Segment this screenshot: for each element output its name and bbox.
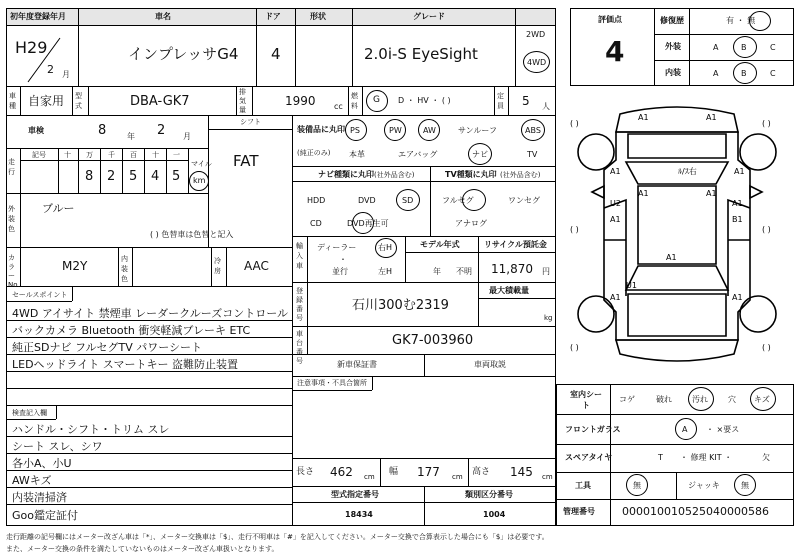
- model-year-label: モデル年式: [420, 240, 460, 249]
- dmg-pillar-right: A1: [706, 189, 717, 198]
- date-slash: [22, 30, 62, 85]
- equip-tv: TV: [527, 150, 538, 159]
- jack-none: 無: [741, 481, 749, 490]
- navi-sd: SD: [402, 196, 414, 205]
- unit-ju: 十: [64, 151, 71, 159]
- drive-4wd: 4WD: [527, 58, 547, 67]
- inspector-line-3: 各小A、小U: [12, 457, 72, 470]
- inspector-line-2: シート スレ、シワ: [12, 440, 103, 453]
- digit-5: 5: [172, 169, 181, 184]
- recycle-label: リサイクル預託金: [484, 240, 547, 249]
- notes-title: 注意事項・不具合箇所: [297, 379, 367, 387]
- max-load-label: 最大積載量: [489, 286, 529, 295]
- tools-label: 工具: [575, 481, 591, 490]
- unit-ju2: 十: [152, 151, 159, 159]
- inspection-month-unit: 月: [183, 132, 191, 141]
- equipment-label: 装備品に丸印: [297, 125, 345, 134]
- type-no-value: 18434: [345, 510, 373, 519]
- int-grade-c: C: [770, 69, 776, 78]
- height-value: 145: [510, 465, 533, 479]
- length-value: 462: [330, 465, 353, 479]
- ext-color-value: ブルー: [42, 202, 75, 215]
- dmg-door-left: U2: [610, 199, 621, 208]
- ext-grade-c: C: [770, 43, 776, 52]
- color-no-value: M2Y: [62, 259, 88, 273]
- unit-ichi: 一: [173, 151, 180, 159]
- ac-label: 冷房: [214, 257, 221, 275]
- km-unit: km: [193, 176, 206, 185]
- mileage-label: 走行: [8, 158, 15, 176]
- height-label: 高さ: [472, 467, 491, 477]
- car-diagram: [566, 100, 796, 368]
- model-label: 型式: [75, 92, 82, 110]
- category-value: 自家用: [28, 94, 65, 108]
- class-no-label: 類別区分番号: [465, 490, 513, 499]
- dmg-roof: A1: [666, 253, 677, 262]
- length-label: 長さ: [296, 467, 315, 477]
- doc-manual: 車両取説: [474, 360, 506, 369]
- reg-value: 石川300む2319: [352, 298, 449, 313]
- footer-line-2: また、メーター交換の条件を満たしていないものはメーター改ざん車扱いとなります。: [6, 545, 279, 553]
- displacement-value: 1990: [285, 94, 316, 108]
- shift-value: FAT: [233, 152, 259, 170]
- inspection-year-unit: 年: [127, 132, 135, 141]
- displacement-label: 排気量: [239, 88, 246, 114]
- dmg-rear-left: U1: [626, 281, 637, 290]
- score-value: 4: [605, 35, 625, 68]
- repair-options: 有 ・ 無: [726, 16, 756, 25]
- equip-aw: AW: [423, 126, 436, 135]
- equip-ps: PS: [350, 126, 360, 135]
- import-parallel: 並行: [332, 267, 348, 276]
- model-year-unknown: 不明: [456, 267, 472, 276]
- tv-analog: アナログ: [455, 219, 487, 228]
- chassis-label: 車台番号: [296, 330, 303, 365]
- equip-airbag: エアバッグ: [398, 150, 438, 159]
- inspection-label: 車検: [28, 126, 44, 135]
- spare-repair: ・ 修理 KIT ・: [680, 453, 733, 462]
- dmg-door-left-2: A1: [610, 215, 621, 224]
- mileage-kigo: 記号: [32, 151, 46, 159]
- grade-value: 2.0i-S EyeSight: [364, 45, 478, 63]
- equip-sunroof: サンルーフ: [458, 126, 497, 135]
- seat-burn: コゲ: [619, 395, 635, 404]
- windshield-label: フロントガラス: [565, 425, 621, 434]
- dmg-quarter-left: A1: [610, 293, 621, 302]
- doors-value: 4: [271, 45, 281, 63]
- equip-navi: ナビ: [472, 150, 488, 159]
- ext-grade-a: A: [713, 43, 719, 52]
- fuel-options: D ・ HV ・ ( ): [398, 96, 451, 105]
- dmg-fender-right: A1: [734, 167, 745, 176]
- fuel-label: 燃料: [351, 92, 358, 110]
- car-name-header: 車名: [155, 12, 171, 21]
- tools-none: 無: [633, 481, 641, 490]
- unit-sen: 千: [108, 151, 115, 159]
- paren-rear-right: ( ): [762, 343, 771, 352]
- equip-abs: ABS: [525, 126, 541, 135]
- score-title: 評価点: [598, 15, 622, 24]
- import-dot: ・: [339, 255, 347, 264]
- int-grade-a: A: [713, 69, 719, 78]
- sales-title: セールスポイント: [12, 291, 68, 299]
- paren-front-right: ( ): [762, 119, 771, 128]
- spare-none: 欠: [762, 453, 770, 462]
- shape-header: 形状: [310, 12, 326, 21]
- ac-value: AAC: [244, 259, 269, 273]
- sales-line-3: 純正SDナビ フルセグTV パワーシート: [12, 341, 203, 354]
- inspector-title: 検査記入欄: [12, 409, 47, 417]
- repair-history-label: 修復歴: [660, 16, 684, 25]
- width-label: 幅: [389, 467, 399, 477]
- capacity-unit: 人: [542, 102, 550, 111]
- navi-dvd: DVD: [358, 196, 376, 205]
- interior-color-label: 内装色: [121, 255, 128, 283]
- equip-leather: 本革: [349, 150, 365, 159]
- color-no-label: カラーNo.: [8, 254, 20, 289]
- width-unit: cm: [452, 473, 463, 481]
- reg-label: 登録番号: [296, 287, 303, 322]
- doc-warranty: 新車保証書: [337, 360, 377, 369]
- inspector-line-1: ハンドル・シフト・トリム スレ: [12, 423, 170, 436]
- reg-month: 2: [47, 63, 54, 76]
- sales-line-1: 4WD アイサイト 禁煙車 レーダークルーズコントロール: [12, 307, 288, 320]
- chassis-value: GK7-003960: [392, 333, 474, 348]
- drive-2wd: 2WD: [526, 30, 546, 39]
- paren-front-left: ( ): [570, 119, 579, 128]
- unit-man: 万: [86, 151, 93, 159]
- header-shade: [7, 9, 555, 25]
- digit-1: 8: [85, 169, 94, 184]
- sales-line-4: LEDヘッドライト スマートキー 盗難防止装置: [12, 358, 238, 371]
- dmg-roof-side: ﾙ/ｽ右: [678, 167, 697, 176]
- paren-mid-right: ( ): [762, 225, 771, 234]
- seat-label: 室内シート: [570, 390, 602, 410]
- equipment-sublabel: (純正のみ): [297, 149, 331, 157]
- mgmt-label: 管理番号: [563, 507, 595, 516]
- ext-grade-b: B: [741, 43, 747, 52]
- category-label: 車種: [9, 92, 16, 110]
- navi-dvd-play: DVD再生可: [347, 219, 389, 228]
- era-year: H29: [15, 38, 48, 57]
- equip-pw: PW: [389, 126, 402, 135]
- seat-scratch: キズ: [754, 395, 770, 404]
- dmg-pillar-left: A1: [638, 189, 649, 198]
- digit-3: 5: [129, 169, 138, 184]
- class-no-value: 1004: [483, 510, 506, 519]
- import-dealer: ディーラー: [317, 243, 357, 252]
- repair-none-circle: [749, 11, 771, 31]
- ext-color-note: ( ) 色替車は色替と記入: [150, 230, 234, 239]
- capacity-value: 5: [522, 94, 530, 108]
- import-left: 左H: [378, 267, 393, 276]
- sales-line-2: バックカメラ Bluetooth 衝突軽減ブレーキ ETC: [12, 324, 251, 337]
- digit-2: 2: [107, 169, 116, 184]
- dmg-front-right: A1: [706, 113, 717, 122]
- import-right: 右H: [378, 243, 393, 252]
- tv-type-note: (社外品含む): [500, 171, 541, 179]
- height-unit: cm: [542, 473, 553, 481]
- tv-fullseg: フルセグ: [442, 196, 474, 205]
- windshield-a: A: [682, 425, 688, 434]
- dmg-front-left: A1: [638, 113, 649, 122]
- door-header: ドア: [265, 12, 281, 21]
- inspector-line-4: AWキズ: [12, 474, 52, 487]
- paren-mid-left: ( ): [570, 225, 579, 234]
- cc-unit: cc: [334, 102, 343, 111]
- seat-stain: 汚れ: [692, 395, 708, 404]
- navi-cd: CD: [310, 219, 322, 228]
- inspector-line-5: 内装清掃済: [12, 491, 67, 504]
- shift-label: シフト: [240, 118, 261, 126]
- car-name: インプレッサG4: [128, 45, 239, 63]
- capacity-label: 定員: [497, 92, 504, 110]
- digit-4: 4: [151, 169, 160, 184]
- length-unit: cm: [364, 473, 375, 481]
- fuel-g: G: [373, 95, 380, 105]
- model-value: DBA-GK7: [130, 94, 190, 109]
- grade-header: グレード: [413, 12, 445, 21]
- mile-unit: マイル: [191, 160, 212, 168]
- unit-hyaku: 百: [130, 151, 137, 159]
- first-reg-header: 初年度登録年月: [10, 12, 66, 21]
- inspection-year: 8: [98, 123, 107, 138]
- exterior-label: 外装: [665, 42, 681, 51]
- inspector-line-6: Goo鑑定証付: [12, 509, 78, 522]
- model-year-unit: 年: [433, 267, 441, 276]
- mgmt-value: 000010010525040000586: [622, 505, 769, 518]
- interior-label: 内装: [665, 68, 681, 77]
- width-value: 177: [417, 465, 440, 479]
- navi-type-note: (社外品含む): [374, 171, 415, 179]
- inspection-month: 2: [157, 123, 166, 138]
- seat-hole: 穴: [728, 395, 736, 404]
- dmg-quarter-right: A1: [732, 293, 743, 302]
- navi-type-title: ナビ種類に丸印: [318, 170, 374, 179]
- tv-oneseg: ワンセグ: [508, 196, 540, 205]
- seat-tear: 破れ: [656, 395, 672, 404]
- navi-hdd: HDD: [307, 196, 326, 205]
- dmg-fender-left: A1: [610, 167, 621, 176]
- import-label: 輸入車: [296, 242, 303, 270]
- recycle-value: 11,870: [491, 262, 533, 276]
- recycle-unit: 円: [542, 267, 550, 276]
- tv-type-title: TV種類に丸印: [445, 170, 497, 179]
- spare-label: スペアタイヤ: [565, 453, 613, 462]
- int-grade-b: B: [741, 69, 747, 78]
- reg-month-unit: 月: [62, 70, 70, 79]
- spare-t: T: [658, 453, 663, 462]
- dmg-door-right-2: A1: [732, 199, 743, 208]
- ext-color-label: 外装色: [8, 205, 15, 233]
- type-no-label: 型式指定番号: [331, 490, 379, 499]
- jack-label: ジャッキ: [688, 481, 720, 490]
- windshield-rest: ・ ×要ス: [706, 425, 740, 434]
- dmg-door-right: B1: [732, 215, 743, 224]
- max-load-unit: kg: [544, 314, 553, 322]
- paren-rear-left: ( ): [570, 343, 579, 352]
- footer-line-1: 走行距離の記号欄にはメーター改ざん車は「*」、メーター交換車は「$」、走行不明車は「#」を記入してください。メーター交換で合算表示した場合にも「$」は必要です。: [6, 533, 549, 541]
